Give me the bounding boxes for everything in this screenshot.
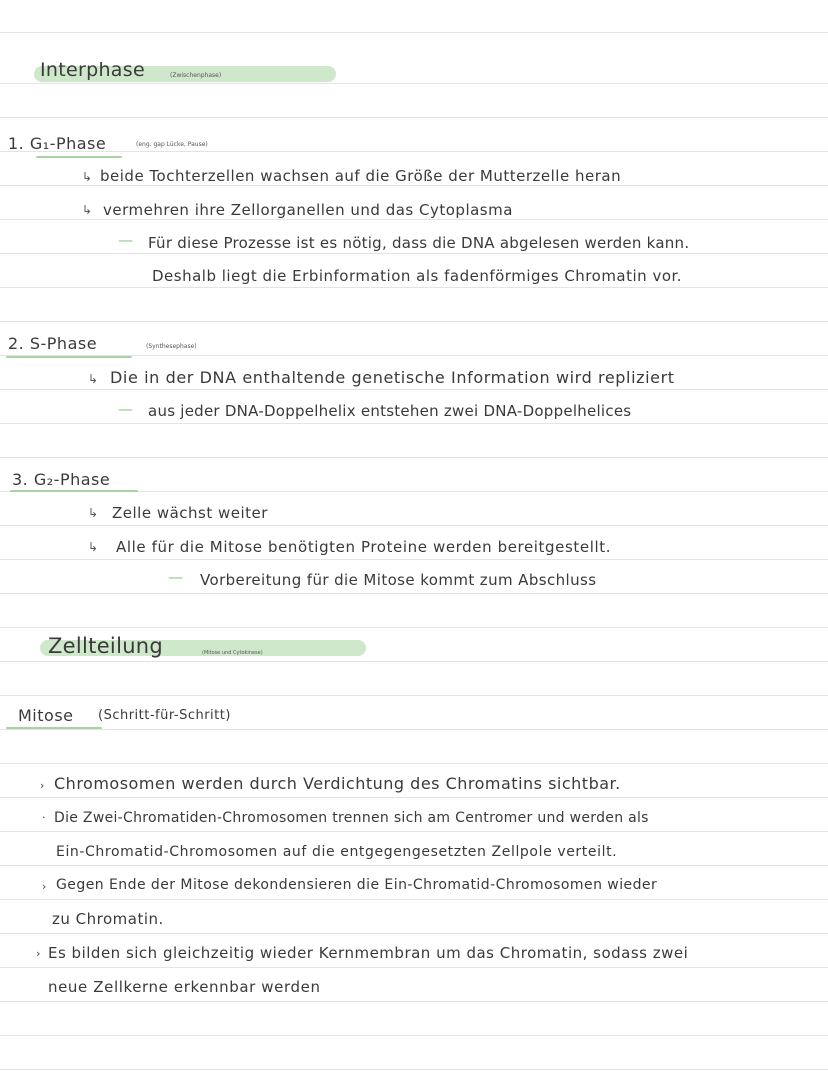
- g2-line-1: Zelle wächst weiter: [112, 504, 268, 522]
- g2-line-2: Alle für die Mitose benötigten Proteine werden bereitgestellt.: [116, 538, 612, 556]
- arrow-icon: ↳: [82, 170, 93, 184]
- bullet-icon: ·: [42, 811, 46, 824]
- mitose-bullet-3: Gegen Ende der Mitose dekondensieren die Ein-Chromatid-Chromosomen wieder: [56, 877, 658, 893]
- mitose-bullet-2: Die Zwei-Chromatiden-Chromosomen trennen sich am Centromer und werden als: [54, 810, 649, 826]
- arrow-icon: ↳: [88, 540, 99, 554]
- g1-line-2: vermehren ihre Zellorganellen und das Cytoplasma: [103, 201, 513, 219]
- s-line-1: Die in der DNA enthaltende genetische Information wird repliziert: [110, 368, 675, 387]
- bullet-icon: ›: [36, 947, 41, 960]
- mitose-bullet-4: Es bilden sich gleichzeitig wieder Kernmembran um das Chromatin, sodass zwei: [48, 944, 689, 962]
- g1-underline: [36, 156, 122, 158]
- arrow-icon: ↳: [88, 506, 99, 520]
- s-underline: [6, 356, 132, 358]
- mitose-underline: [6, 727, 102, 729]
- dash-icon: —: [118, 231, 133, 249]
- zellteilung-title-note: (Mitose und Cytokinese): [202, 650, 263, 656]
- interphase-title: Interphase: [40, 59, 145, 81]
- g1-line-4: Deshalb liegt die Erbinformation als fadenförmiges Chromatin vor.: [152, 267, 683, 285]
- g1-heading: 1. G₁-Phase: [8, 134, 107, 153]
- bullet-icon: ›: [42, 880, 47, 893]
- dash-icon: —: [118, 400, 133, 418]
- mitose-bullet-1: Chromosomen werden durch Verdichtung des Chromatins sichtbar.: [54, 774, 621, 793]
- g1-note: (eng. gap Lücke, Pause): [136, 141, 208, 148]
- interphase-title-note: (Zwischenphase): [170, 72, 222, 79]
- g1-line-1: beide Tochterzellen wachsen auf die Größe der Mutterzelle heran: [100, 167, 622, 185]
- mitose-heading: Mitose: [18, 706, 74, 725]
- g1-line-3: Für diese Prozesse ist es nötig, dass die DNA abgelesen werden kann.: [148, 234, 690, 252]
- s-note: (Synthesephase): [146, 343, 197, 350]
- g2-underline: [10, 490, 138, 492]
- g2-heading: 3. G₂-Phase: [12, 470, 111, 489]
- g2-line-3: Vorbereitung für die Mitose kommt zum Abschluss: [200, 571, 597, 589]
- s-heading: 2. S-Phase: [8, 334, 98, 353]
- zellteilung-title: Zellteilung: [48, 634, 164, 658]
- mitose-bullet-4-cont: neue Zellkerne erkennbar werden: [48, 978, 321, 996]
- mitose-bullet-2-cont: Ein-Chromatid-Chromosomen auf die entgegengesetzten Zellpole verteilt.: [56, 844, 618, 860]
- dash-icon: —: [168, 568, 183, 586]
- s-line-2: aus jeder DNA-Doppelhelix entstehen zwei DNA-Doppelhelices: [148, 402, 632, 420]
- mitose-bullet-3-cont: zu Chromatin.: [52, 910, 164, 928]
- mitose-subheading: (Schritt-für-Schritt): [98, 708, 231, 723]
- arrow-icon: ↳: [82, 203, 93, 217]
- arrow-icon: ↳: [88, 372, 99, 386]
- bullet-icon: ›: [40, 779, 45, 792]
